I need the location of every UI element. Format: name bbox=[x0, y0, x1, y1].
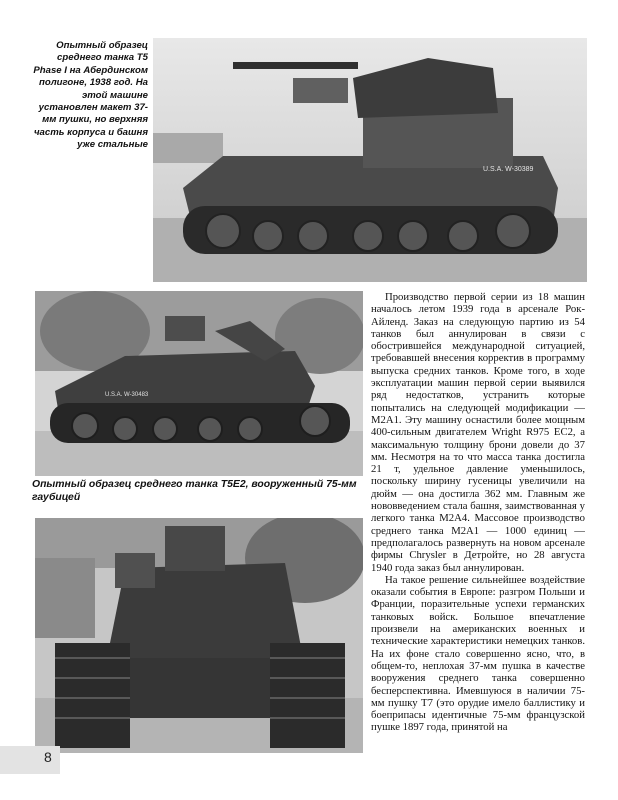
photo2-caption: Опытный образец среднего танка Т5Е2, вооруженный 75-мм гаубицей bbox=[32, 479, 357, 503]
tank-marking-text bbox=[483, 166, 534, 173]
svg-text:U.S.A. W-30389: U.S.A. W-30389 bbox=[483, 166, 534, 173]
article-paragraph: На такое решение сильнейшее воздействие оказали события в Европе: разгром Польши и Франции, поразительные успехи германских танковых войск. Большое впечатление произвели на американских военных и технические характеристики немецких танков. На их фоне стало совершенно ясно, что, в общем-то, неплохая 37-мм пушка в качестве вооружения среднего танка совершенно бесперспективна. Имевшуюся в наличии 75-мм пушку Т7 (это орудие имело баллистику и боеприпасы идентичные 75-мм французской пушке 1897 года, принятой на bbox=[371, 573, 585, 734]
tank-marking-text bbox=[105, 392, 149, 398]
svg-text:U.S.A. W-30483: U.S.A. W-30483 bbox=[105, 392, 149, 398]
photo1-caption: Опытный образец среднего танка Т5 Phase I на Абердинском полигоне, 1938 год. На этой машине установлен макет 37-мм пушки, но верхняя часть корпуса и башня уже стальные bbox=[33, 40, 148, 151]
tank-t5-phase1-photo bbox=[153, 38, 587, 282]
page-number: 8 bbox=[44, 749, 52, 765]
article-text bbox=[371, 291, 585, 734]
tank-front-view-photo bbox=[35, 518, 363, 753]
tank-t5e2-photo bbox=[35, 291, 363, 476]
article-paragraph: Производство первой серии из 18 машин началось летом 1939 года в арсенале Рок-Айленд. Заказ на следующую партию из 54 танков был аннулирован в связи с обострившейся международной ситуацией, требовавшей внесения корректив в программу выпуска средних танков. Кроме того, в ходе эксплуатации машин первой серии выявился ряд недостатков, устранить которые попытались на следующей модификации — М2А1. Эту машину оснастили более мощным 400-сильным двигателем Wright R975 EC2, а максимальную толщину брони довели до 37 мм. Несмотря на то что масса танка достигла 21 т, удельное давление уменьшилось, поскольку ширину гусеницы увеличили на дюйм — она достигла 362 мм. Главным же нововведением стала башня, заимствованная у легкого танка М2А4. Массовое производство среднего танка М2А1 — 1000 единиц — предполагалось развернуть на новом арсенале фирмы Chrysler в Детройте, но 28 августа 1940 года заказ был аннулирован. bbox=[371, 291, 585, 574]
